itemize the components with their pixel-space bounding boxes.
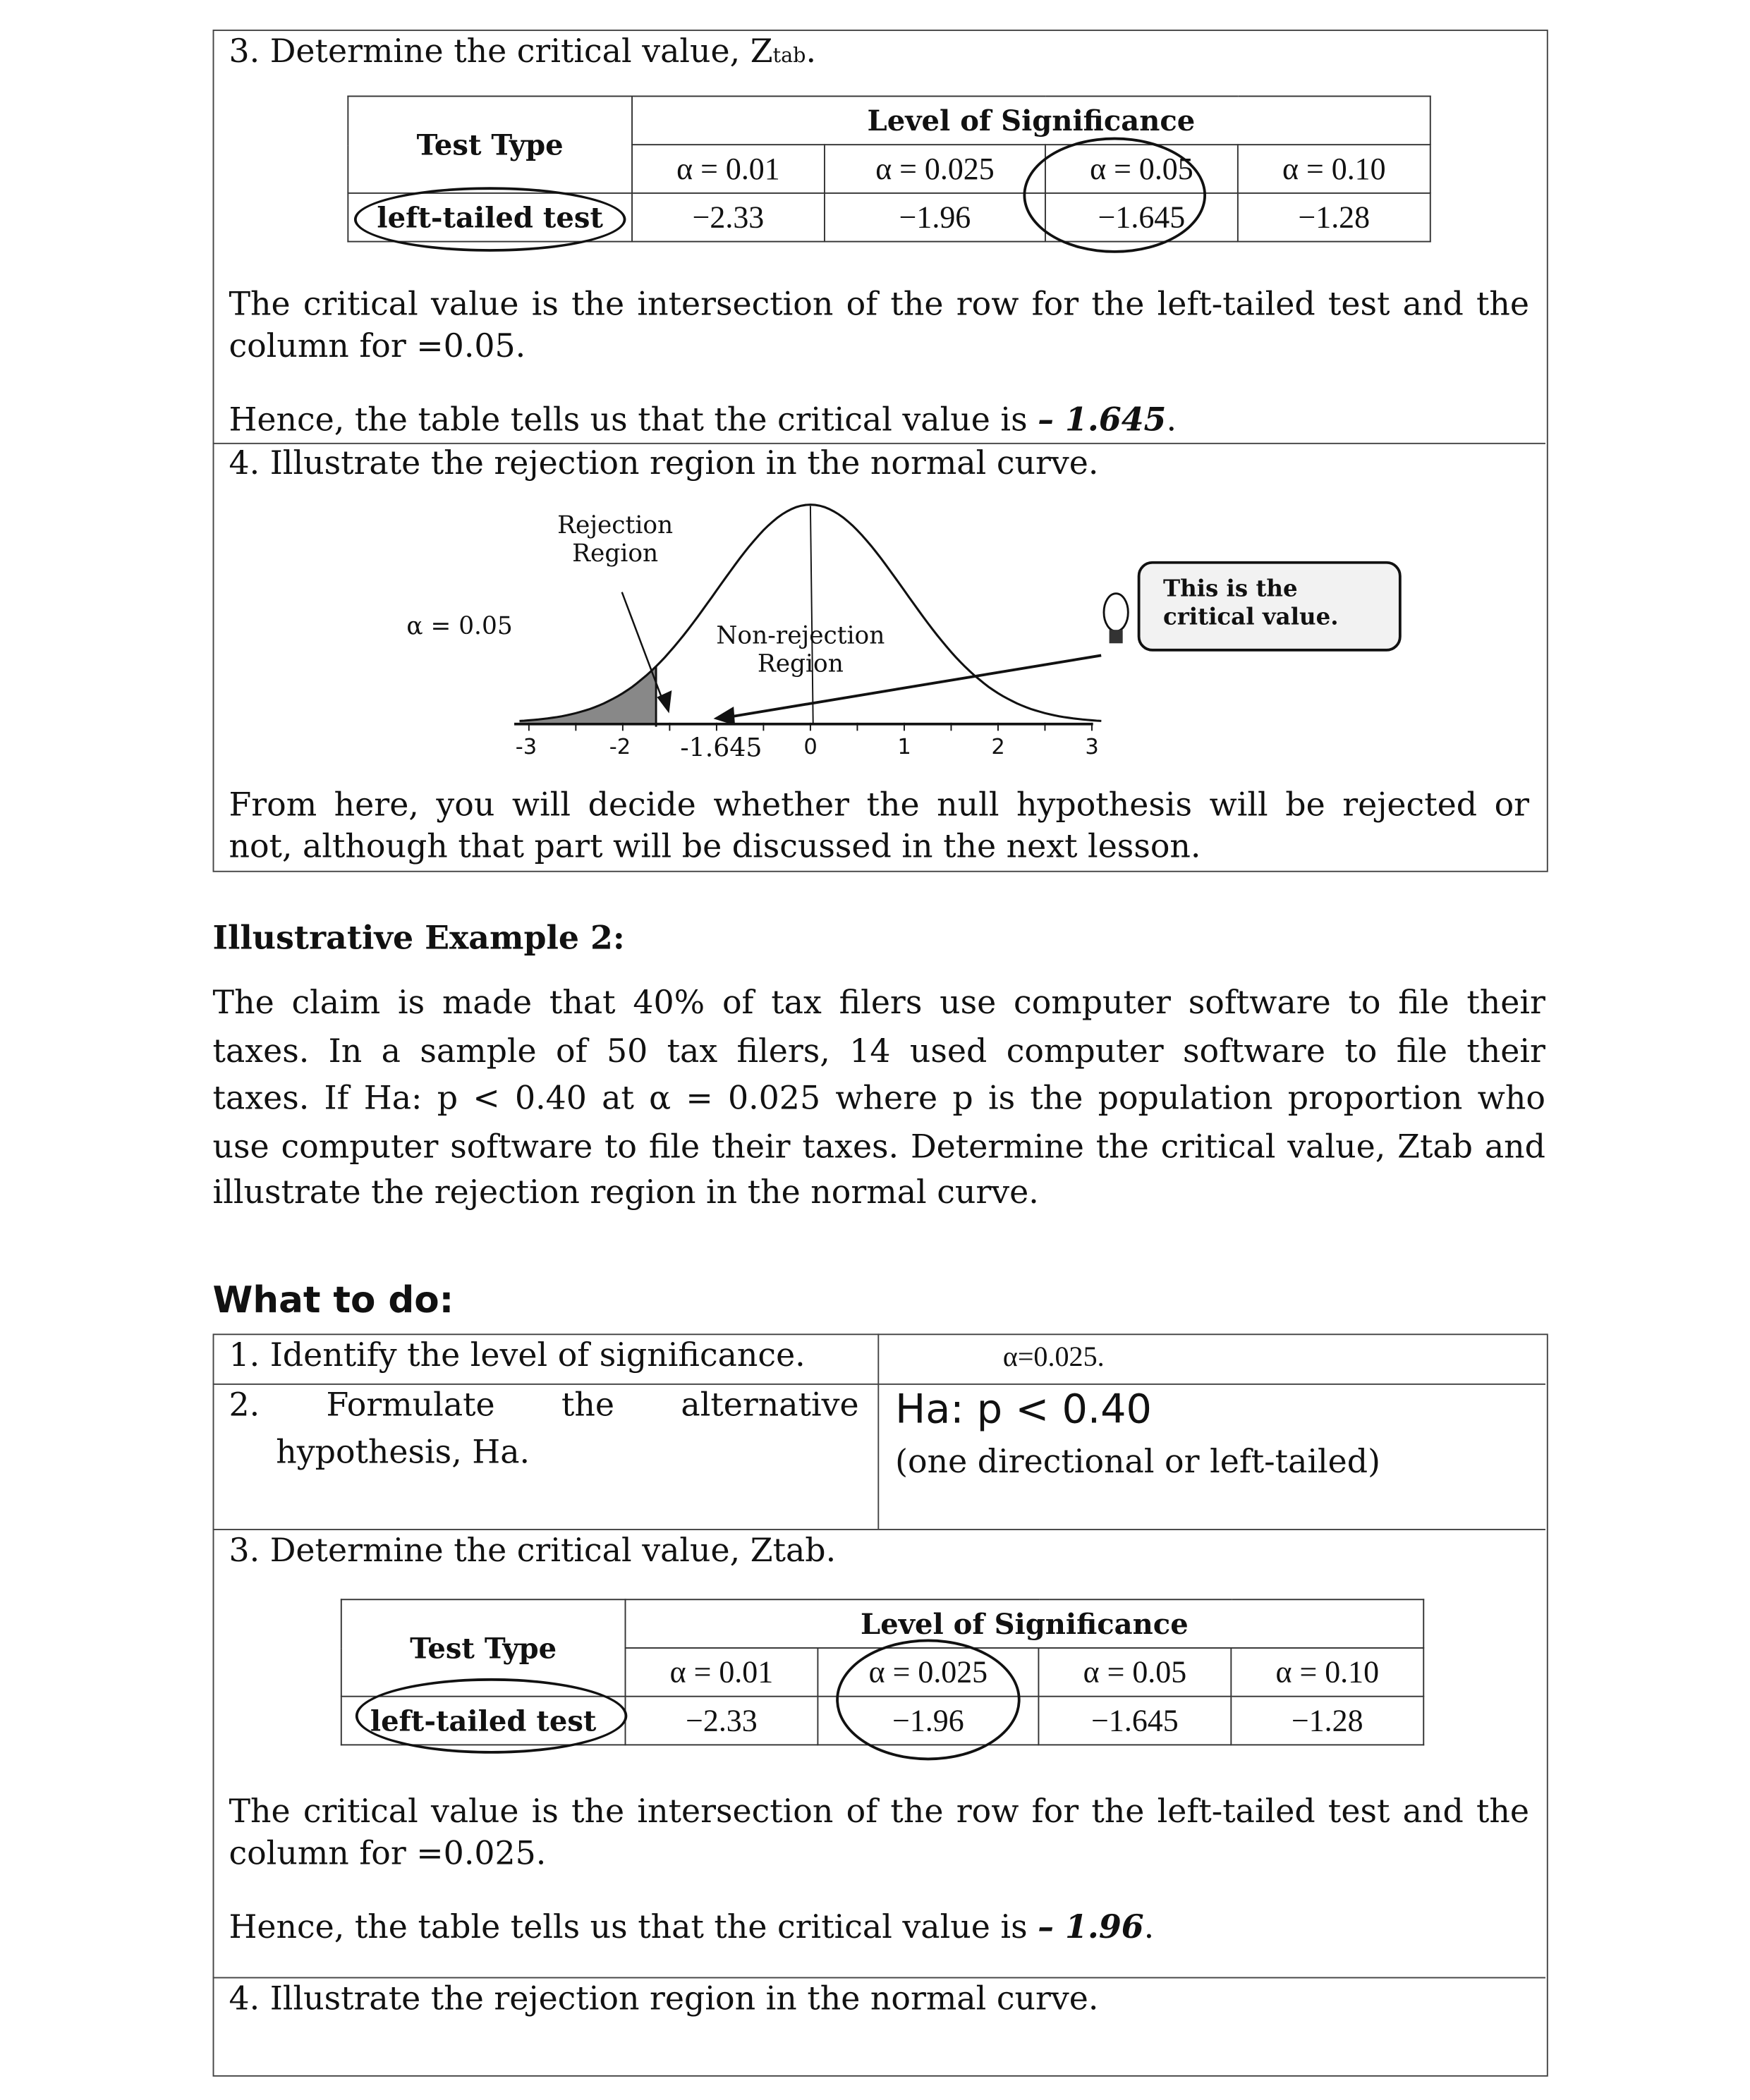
nonrejection-region-label: Non-rejection Region (716, 621, 885, 678)
what-to-do-heading: What to do: (212, 1279, 454, 1322)
tick-label: -1.645 (680, 733, 762, 764)
value-cell: −1.645 (1045, 193, 1238, 242)
example2-line: The claim is made that 40% of tax filers use computer software to file their (212, 984, 1545, 1022)
closing-line: not, although that part will be discussed in the next lesson. (229, 827, 1201, 866)
step4-title: 4. Illustrate the rejection region in the normal curve. (229, 444, 1099, 482)
value-cell: −1.96 (818, 1697, 1038, 1745)
callout-text: This is the critical value. (1162, 575, 1339, 632)
normal-curve-diagram (0, 0, 1750, 889)
rejection-region-label: Rejection Region (557, 511, 674, 568)
example2-heading: Illustrative Example 2: (212, 917, 625, 957)
value-cell: −2.33 (625, 1697, 818, 1745)
row-label: left-tailed test (348, 193, 632, 242)
value-cell: −1.96 (825, 193, 1045, 242)
step3-title: 3. Determine the critical value, Ztab. (229, 32, 817, 71)
example2-line: taxes. If Ha: p < 0.40 at α = 0.025 where p is the population proportion who (212, 1079, 1545, 1118)
alpha-cell: α = 0.025 (818, 1648, 1038, 1697)
value-cell: −1.28 (1238, 193, 1430, 242)
mean-line (810, 506, 813, 724)
critical-value-statement: Hence, the table tells us that the critical value is – 1.96. (229, 1907, 1155, 1946)
alpha-cell: α = 0.05 (1038, 1648, 1231, 1697)
step2-text: 2. Formulate the alternative (229, 1386, 859, 1424)
tick-label: 1 (897, 733, 911, 759)
tick-label: 3 (1085, 733, 1099, 759)
alpha-label: α = 0.05 (406, 612, 513, 641)
rejection-region-shade (519, 666, 656, 723)
example2-line: taxes. In a sample of 50 tax filers, 14 used computer software to file their (212, 1031, 1545, 1070)
divider (213, 1529, 1545, 1530)
step2-answer: Ha: p < 0.40 (895, 1386, 1152, 1434)
step2-text: hypothesis, Ha. (276, 1433, 530, 1471)
closing-line: From here, you will decide whether the null hypothesis will be rejected or (229, 786, 1530, 824)
value-cell: −1.645 (1038, 1697, 1231, 1745)
tick-label: -2 (609, 733, 631, 759)
alpha-cell: α = 0.05 (1045, 145, 1238, 193)
example2-line: use computer software to file their taxes. Determine the critical value, Ztab and (212, 1127, 1545, 1165)
tick-label: 0 (803, 733, 818, 759)
step3b-title: 3. Determine the critical value, Ztab. (229, 1531, 837, 1570)
divider (213, 1977, 1545, 1979)
row-label: left-tailed test (341, 1697, 626, 1745)
alpha-cell: α = 0.025 (825, 145, 1045, 193)
test-type-header: Test Type (348, 96, 632, 193)
level-header: Level of Significance (632, 96, 1430, 145)
circle-annotation (356, 1678, 628, 1754)
rejection-arrowhead (657, 690, 672, 713)
alpha-cell: α = 0.01 (632, 145, 825, 193)
step2-note: (one directional or left-tailed) (895, 1442, 1380, 1481)
step1-text: 1. Identify the level of significance. (229, 1336, 806, 1374)
step4b-title: 4. Illustrate the rejection region in the normal curve. (229, 1979, 1099, 2017)
alpha-cell: α = 0.01 (625, 1648, 818, 1697)
level-header: Level of Significance (625, 1599, 1423, 1648)
value-cell: −1.28 (1231, 1697, 1423, 1745)
explanation-line: column for =0.025. (229, 1834, 547, 1872)
explanation-line: The critical value is the intersection of the row for the left-tailed test and the (229, 1793, 1530, 1831)
alpha-cell: α = 0.10 (1231, 1648, 1423, 1697)
critical-value-statement: Hence, the table tells us that the critical value is – 1.645. (229, 399, 1177, 439)
tick-label: 2 (991, 733, 1005, 759)
value-cell: −2.33 (632, 193, 825, 242)
explanation-line: The critical value is the intersection of the row for the left-tailed test and the (229, 285, 1530, 324)
example2-line: illustrate the rejection region in the normal curve. (212, 1173, 1039, 1211)
divider (213, 1384, 1545, 1385)
critical-value-arrowhead (714, 707, 736, 726)
divider (877, 1333, 879, 1529)
circle-annotation (836, 1640, 1020, 1761)
explanation-line: column for =0.05. (229, 326, 526, 365)
test-type-header: Test Type (341, 1599, 626, 1696)
alpha-cell: α = 0.10 (1238, 145, 1430, 193)
tick-label: -3 (515, 733, 537, 759)
step1-answer: α=0.025. (1002, 1340, 1105, 1373)
lightbulb-icon (1104, 594, 1128, 644)
